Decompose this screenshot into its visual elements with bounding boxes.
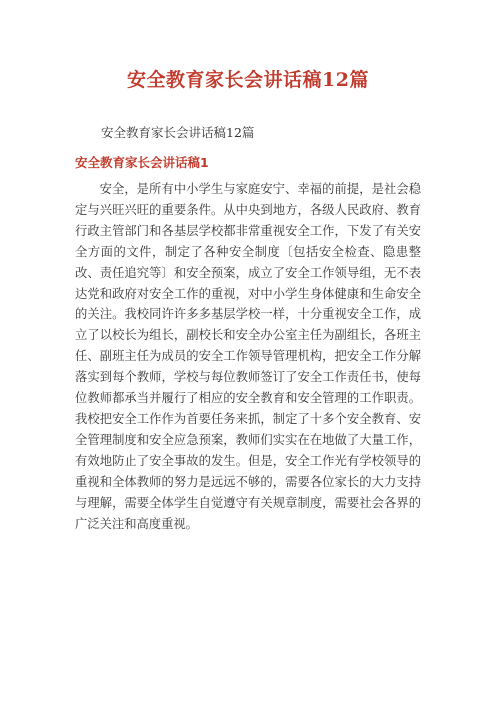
- document-title: 安全教育家长会讲话稿12篇: [127, 69, 369, 91]
- section-heading: 安全教育家长会讲话稿1: [75, 155, 209, 170]
- body-paragraph: 安全，是所有中小学生与家庭安宁、幸福的前提，是社会稳定与兴旺兴旺的重要条件。从中央到地方，各级人民政府、教育行政主管部门和各基层学校都非常重视安全工作，下发了有关安全方面的文件，制定了各种安全制度〔包括安全检查、隐患整改、责任追究等〕和安全预案，成立了安全工作领导组，无不表达党和政府对安全工作的重视，对中小学生身体健康和生命安全的关注。我校同许许多多基层学校一样，十分重视安全工作，成立了以校长为组长，副校长和安全办公室主任为副组长，各班主任、副班主任为成员的安全工作领导管理机构，把安全工作分解落实到每个教师，学校与每位教师签订了安全工作责任书，使每位教师都承当并履行了相应的安全教育和安全管理的工作职责。我校把安全工作作为首要任务来抓，制定了十多个安全教育、安全管理制度和安全应急预案，教师们实实在在地做了大量工作，有效地防止了安全事故的发生。但是，安全工作光有学校领导的重视和全体教师的努力是远远不够的，需要各位家长的大力支持与理解，需要全体学生自觉遵守有关规章制度，需要社会各界的广泛关注和高度重视。: [75, 182, 421, 531]
- document-subtitle: 安全教育家长会讲话稿12篇: [101, 125, 255, 140]
